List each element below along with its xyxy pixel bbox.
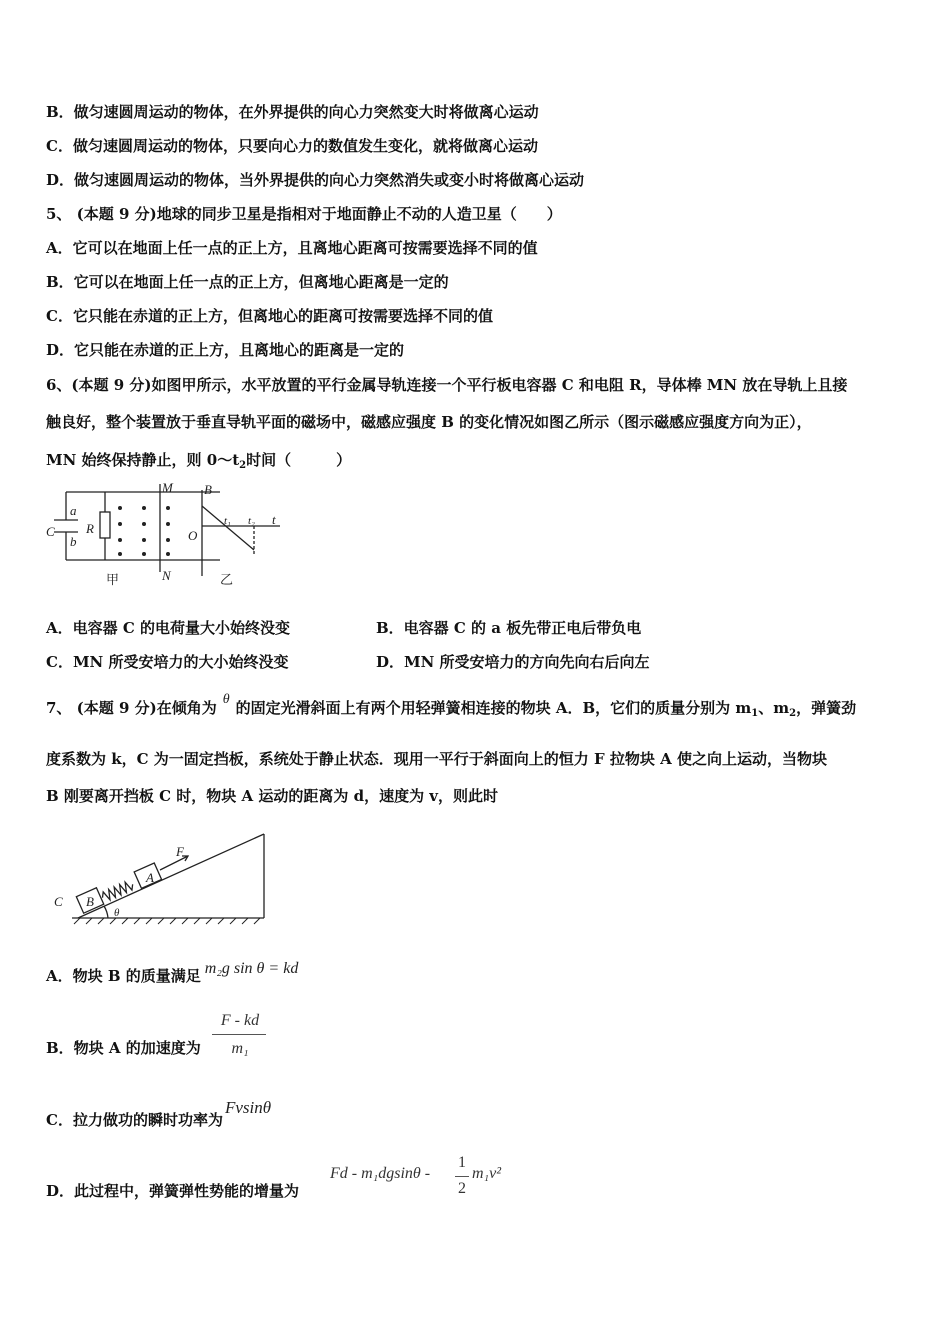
q7-b-numerator: F - kd: [220, 1012, 260, 1029]
q5-stem: 5、 (本题 9 分)地球的同步卫星是指相对于地面静止不动的人造卫星（ ）: [46, 205, 562, 223]
q4-option-b: B．做匀速圆周运动的物体，在外界提供的向心力突然变大时将做离心运动: [46, 103, 539, 121]
q5-option-d: D．它只能在赤道的正上方，且离地心的距离是一定的: [46, 341, 405, 359]
q7-a-formula: m₂g sin θ = kd: [204, 960, 299, 977]
q7-b-fraction-bar: [212, 1034, 266, 1035]
label-b-axis: B: [204, 482, 212, 497]
q7-incline-figure: [50, 830, 282, 930]
label-theta: θ: [114, 907, 120, 919]
label-t: t: [272, 512, 276, 527]
q6-circuit-figure: [44, 478, 294, 590]
label-b: b: [70, 534, 77, 549]
q7-option-c: C．拉力做功的瞬时功率为Fvsinθ: [46, 1098, 272, 1129]
q6-stem-line2: 触良好，整个装置放于垂直导轨平面的磁场中，磁感应强度 B 的变化情况如图乙所示（图示磁感应强度方向为正），: [46, 413, 812, 431]
q7-option-b: B．物块 A 的加速度为: [46, 1039, 201, 1057]
label-a: a: [70, 503, 77, 518]
q5-option-b: B．它可以在地面上任一点的正上方，但离地心距离是一定的: [46, 273, 449, 291]
q7-stem-line2: 度系数为 k，C 为一固定挡板，系统处于静止状态．现用一平行于斜面向上的恒力 F 拉物块 A 使之向上运动，当物块: [46, 750, 827, 768]
q7-option-a: A．物块 B 的质量满足 m₂g sin θ = kd: [46, 960, 299, 985]
q5-option-a: A．它可以在地面上任一点的正上方，且离地心距离可按需要选择不同的值: [46, 239, 538, 257]
label-r: R: [86, 521, 94, 536]
q7-d-formula-part1: Fd - m₁dgsinθ -: [330, 1165, 431, 1182]
q4-option-c: C．做匀速圆周运动的物体，只要向心力的数值发生变化，就将做离心运动: [46, 137, 538, 155]
label-c: C: [54, 894, 63, 909]
q6-option-c: C．MN 所受安培力的大小始终没变: [46, 653, 289, 671]
q6-stem-line1: 6、(本题 9 分)如图甲所示，水平放置的平行金属导轨连接一个平行板电容器 C 和电阻 R，导体棒 MN 放在导轨上且接: [46, 376, 848, 394]
q7-stem-line1: 7、 (本题 9 分)在倾角为 θ 的固定光滑斜面上有两个用轻弹簧相连接的物块 A．B，它们的质量分别为 $m_1$、$m_2$，弹簧劲: [46, 692, 857, 719]
q6-stem-line3: MN 始终保持静止，则 $0\sim t_2$时间（ ）: [46, 451, 352, 471]
q7-stem-line3: B 刚要离开挡板 C 时，物块 A 运动的距离为 d，速度为 v，则此时: [46, 787, 499, 805]
label-t2: t₂: [248, 515, 255, 527]
label-o: O: [188, 528, 198, 543]
q7-d-numerator: 1: [458, 1154, 466, 1171]
q6-option-b: B．电容器 C 的 a 板先带正电后带负电: [376, 619, 642, 637]
label-b: B: [86, 894, 94, 909]
q5-option-c: C．它只能在赤道的正上方，但离地心的距离可按需要选择不同的值: [46, 307, 493, 325]
q7-d-denominator: 2: [458, 1180, 466, 1197]
label-yi: 乙: [220, 573, 234, 588]
label-f: F: [176, 844, 184, 859]
label-jia: 甲: [106, 573, 120, 588]
q4-option-d: D．做匀速圆周运动的物体，当外界提供的向心力突然消失或变小时将做离心运动: [46, 171, 585, 189]
q7-c-formula: Fvsinθ: [224, 1098, 272, 1117]
q7-b-denominator: m₁: [231, 1040, 249, 1057]
q7-d-formula-part2: m₁v²: [472, 1165, 502, 1182]
label-a: A: [146, 870, 154, 885]
label-n: N: [162, 568, 171, 583]
label-m: M: [162, 480, 173, 495]
label-t1: t₁: [224, 515, 231, 527]
q7-d-fraction-bar: [455, 1176, 469, 1177]
q7-option-d: D．此过程中，弹簧弹性势能的增量为: [46, 1182, 300, 1200]
label-c: C: [46, 524, 55, 539]
q6-option-a: A．电容器 C 的电荷量大小始终没变: [46, 619, 291, 637]
q6-option-d: D．MN 所受安培力的方向先向右后向左: [376, 653, 650, 671]
